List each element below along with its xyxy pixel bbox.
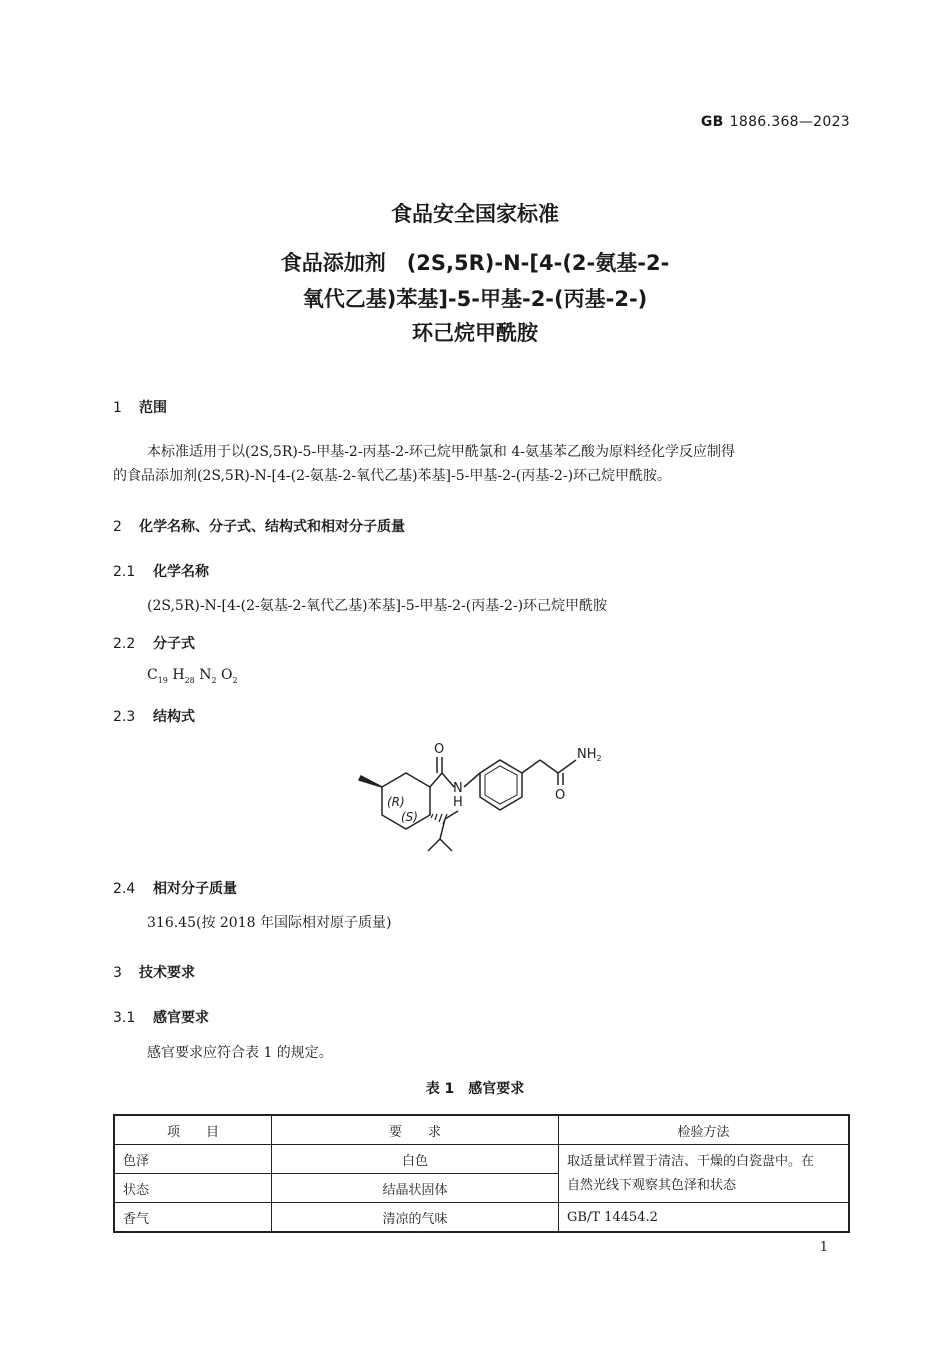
label-amide-o: O xyxy=(555,788,566,803)
title-line-1: 食品添加剂 (2S,5R)-N-[4-(2-氨基-2- xyxy=(280,251,670,275)
benzyl-ch2-bond xyxy=(522,760,540,773)
benzene-ring xyxy=(480,760,522,810)
cell-requirement: 白色 xyxy=(272,1145,559,1174)
label-amide-h: H xyxy=(453,795,463,810)
section-title: 技术要求 xyxy=(139,965,195,981)
requirements-paragraph: 感官要求应符合表 1 的规定。 xyxy=(147,1045,333,1061)
cell-item: 状态 xyxy=(114,1174,272,1203)
standard-prefix: GB xyxy=(700,114,724,130)
molecular-formula xyxy=(147,667,238,685)
standard-code xyxy=(701,114,850,130)
section-heading-3 xyxy=(113,962,195,982)
standard-number: 1886.368—2023 xyxy=(729,114,850,130)
cell-method: GB/T 14454.2 xyxy=(559,1203,850,1233)
section-number: 3 xyxy=(113,965,122,981)
label-nh: NH xyxy=(577,747,597,762)
count-o: 2 xyxy=(232,675,238,685)
terminal-amide-bond xyxy=(558,760,576,773)
ring-carbonyl-bond xyxy=(430,773,442,787)
method-line-1: 取适量试样置于清洁、干燥的白瓷盘中。在 xyxy=(567,1153,815,1169)
cell-requirement: 清凉的气味 xyxy=(272,1203,559,1233)
amide-phenyl-bond xyxy=(464,773,480,787)
section-number: 2.2 xyxy=(113,636,136,652)
table-header-row xyxy=(114,1115,849,1145)
section-number: 1 xyxy=(113,400,122,416)
section-title: 范围 xyxy=(139,400,167,416)
page-number: 1 xyxy=(819,1240,828,1255)
cell-item: 色泽 xyxy=(114,1145,272,1174)
section-title: 感官要求 xyxy=(153,1010,209,1026)
table-row xyxy=(114,1145,849,1174)
element-o: O xyxy=(221,667,233,683)
count-h: 28 xyxy=(184,675,195,685)
section-heading-1 xyxy=(113,397,167,417)
section-heading-2-1 xyxy=(113,561,209,581)
section-title: 分子式 xyxy=(153,636,195,652)
section-title: 结构式 xyxy=(153,709,195,725)
section-heading-2-3 xyxy=(113,706,195,726)
scope-paragraph-line-1: 本标准适用于以(2S,5R)-5-甲基-2-丙基-2-环己烷甲酰氯和 4-氨基苯乙酸为原料经化学反应制得 xyxy=(147,444,736,460)
isopropyl-methyl-bond-c xyxy=(440,839,452,851)
benzene-aromatic-inner xyxy=(485,766,517,804)
table-caption: 表 1 感官要求 xyxy=(425,1081,525,1097)
element-h: H xyxy=(172,667,185,683)
header-requirement: 要 求 xyxy=(272,1115,559,1145)
label-nh2-subscript: 2 xyxy=(596,754,602,763)
title-line-3: 环己烷甲酰胺 xyxy=(412,321,538,345)
label-carbonyl-o: O xyxy=(434,742,445,757)
section-number: 3.1 xyxy=(113,1010,136,1026)
header-method: 检验方法 xyxy=(559,1115,850,1145)
cell-requirement: 结晶状固体 xyxy=(272,1174,559,1203)
chemical-name: (2S,5R)-N-[4-(2-氨基-2-氧代乙基)苯基]-5-甲基-2-(丙基-2-)环己烷甲酰胺 xyxy=(147,598,608,614)
section-number: 2.1 xyxy=(113,564,136,580)
isopropyl-methyl-bond-b xyxy=(428,839,440,851)
label-r-stereo: (R) xyxy=(387,795,405,809)
header-item: 项 目 xyxy=(114,1115,272,1145)
element-c: C xyxy=(147,667,158,683)
section-heading-2 xyxy=(113,516,405,536)
label-nh2 xyxy=(577,747,602,763)
count-c: 19 xyxy=(157,675,168,685)
molecular-mass: 316.45(按 2018 年国际相对原子质量) xyxy=(147,915,392,931)
count-n: 2 xyxy=(211,675,217,685)
sensory-requirements-table xyxy=(113,1114,850,1233)
label-amide-n: N xyxy=(453,781,463,796)
scope-paragraph-line-2: 的食品添加剂(2S,5R)-N-[4-(2-氨基-2-氧代乙基)苯基]-5-甲基-2-(丙基-2-)环己烷甲酰胺。 xyxy=(113,468,672,484)
ch2-carbonyl-bond xyxy=(540,760,558,773)
title-line-2: 氧代乙基)苯基]-5-甲基-2-(丙基-2-) xyxy=(302,287,648,311)
label-s-stereo: (S) xyxy=(401,810,418,824)
table-row xyxy=(114,1203,849,1233)
methyl-wedge-bond xyxy=(359,776,382,787)
method-line-2: 自然光线下观察其色泽和状态 xyxy=(567,1177,737,1193)
isopropyl-ch-bond xyxy=(440,819,445,839)
section-title: 化学名称、分子式、结构式和相对分子质量 xyxy=(139,519,405,535)
document-title: 食品安全国家标准 xyxy=(391,202,559,226)
cell-item: 香气 xyxy=(114,1203,272,1233)
section-title: 化学名称 xyxy=(153,564,209,580)
section-title: 相对分子质量 xyxy=(153,881,237,897)
section-number: 2.3 xyxy=(113,709,136,725)
cell-method-merged xyxy=(559,1145,850,1203)
structural-formula-diagram xyxy=(340,735,620,860)
element-n: N xyxy=(199,667,212,683)
section-number: 2.4 xyxy=(113,881,136,897)
section-heading-3-1 xyxy=(113,1007,209,1027)
section-heading-2-2 xyxy=(113,633,195,653)
section-heading-2-4 xyxy=(113,878,237,898)
section-number: 2 xyxy=(113,519,122,535)
